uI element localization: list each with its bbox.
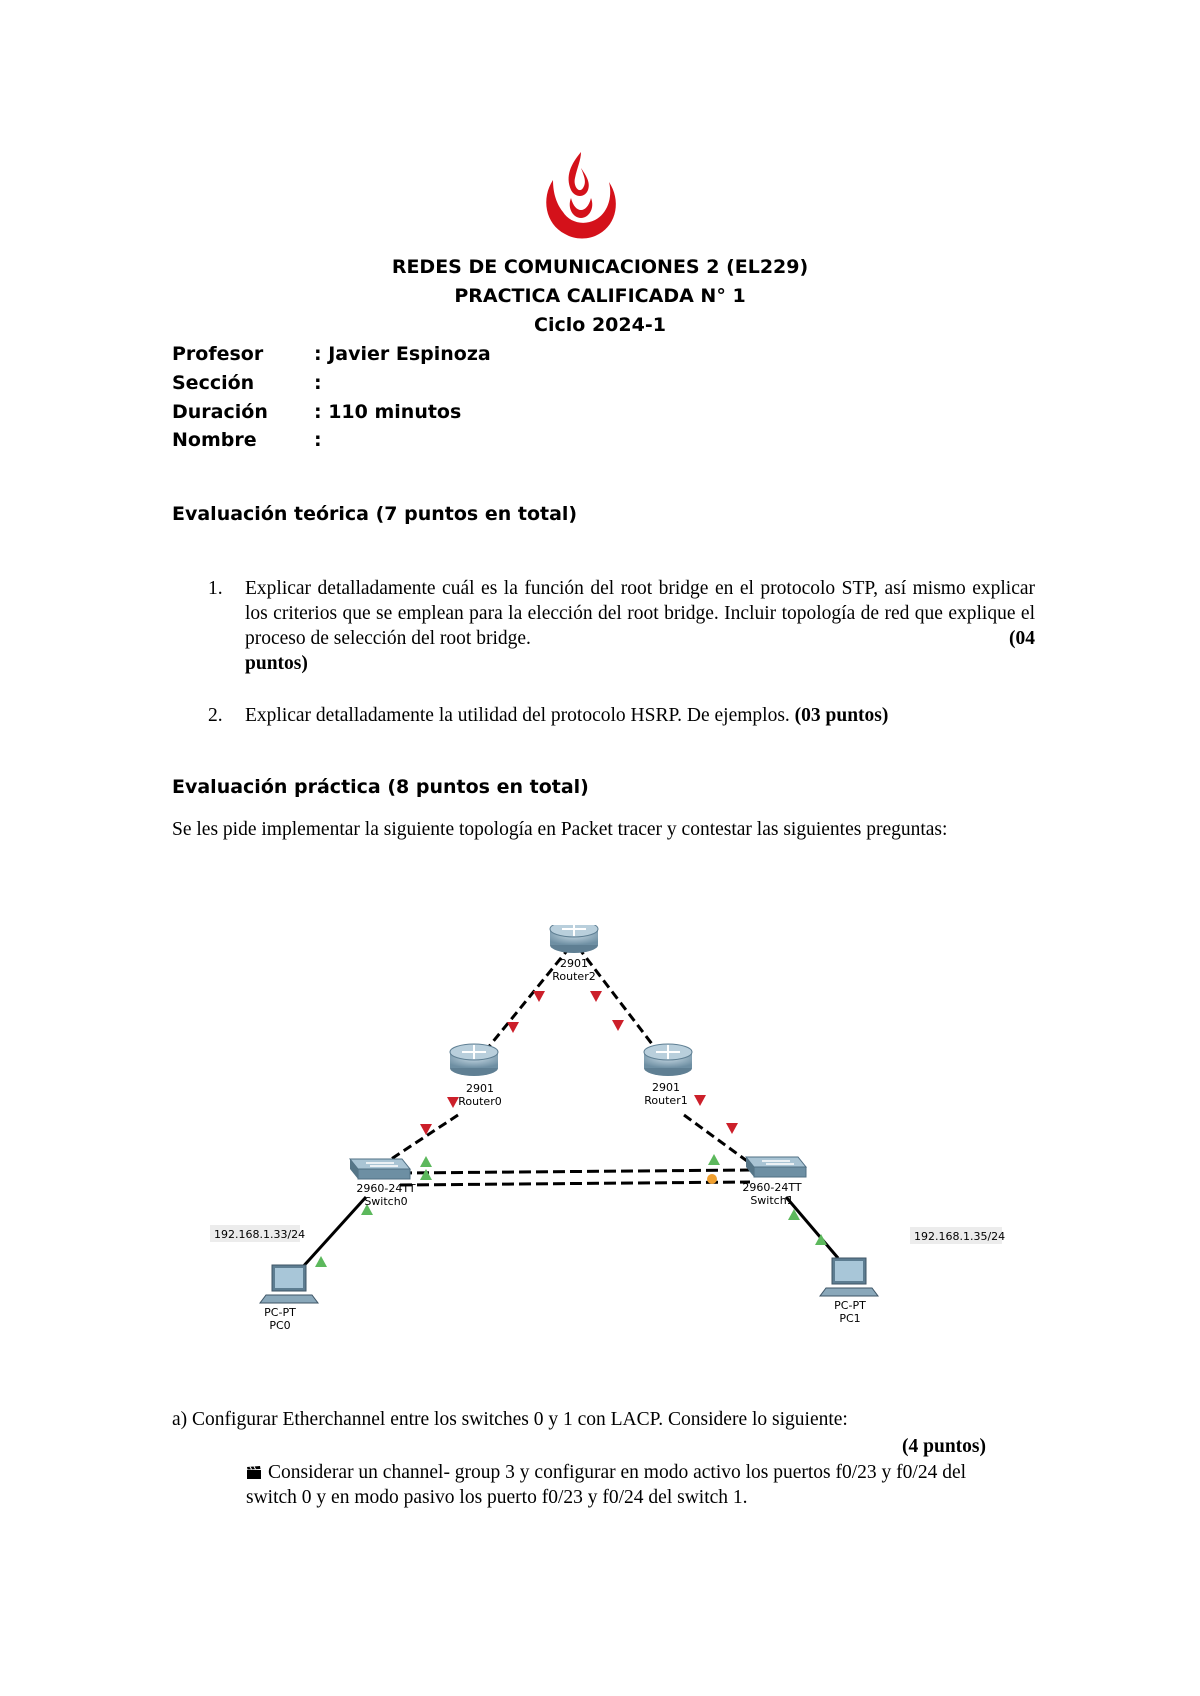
question-2-number: 2.: [208, 705, 223, 726]
router2-name-label: Router2: [552, 970, 596, 983]
question-2: [245, 703, 1035, 728]
router2-icon: [550, 925, 598, 953]
port-indicator-red: [507, 1022, 519, 1033]
switch1-model-label: 2960-24TT: [742, 1181, 802, 1194]
task-a-bullet: [246, 1460, 986, 1510]
link-switch0-switch1-a: [400, 1170, 750, 1173]
cycle-label: Ciclo 2024-1: [534, 314, 666, 336]
task-a-text: a) Configurar Etherchannel entre los switches 0 y 1 con LACP. Considere lo siguiente:: [172, 1409, 848, 1430]
switch0-icon: [350, 1159, 410, 1179]
question-2-points: (03 puntos): [794, 705, 889, 726]
info-value-duracion: : 110 minutos: [314, 401, 462, 423]
switch0-name-label: Switch0: [364, 1195, 408, 1208]
exam-title: PRACTICA CALIFICADA N° 1: [454, 285, 746, 307]
practice-title: Evaluación práctica (8 puntos en total): [172, 776, 589, 798]
info-value-profesor: : Javier Espinoza: [314, 343, 491, 365]
pc1-ip-label: 192.168.1.35/24: [914, 1230, 1006, 1243]
link-switch0-switch1-b: [400, 1182, 750, 1185]
course-title: REDES DE COMUNICACIONES 2 (EL229): [391, 256, 809, 278]
pc0-model-label: PC-PT: [264, 1306, 296, 1319]
task-a-points-wrap: [700, 1434, 986, 1459]
clapperboard-icon: [246, 1461, 262, 1474]
theory-title: Evaluación teórica (7 puntos en total): [172, 503, 578, 525]
pc0-name-label: PC0: [269, 1319, 291, 1332]
port-indicator-red: [694, 1095, 706, 1106]
link-switch1-pc1: [786, 1197, 838, 1258]
switch1-name-label: Switch1: [750, 1194, 794, 1207]
upc-logo: [541, 150, 621, 245]
practice-intro: Se les pide implementar la siguiente topología en Packet tracer y contestar las siguientes preguntas:: [172, 819, 948, 840]
port-indicator-green: [815, 1234, 827, 1245]
info-value-nombre: :: [314, 429, 322, 451]
pc1-name-label: PC1: [839, 1312, 861, 1325]
port-indicator-green: [708, 1154, 720, 1165]
question-1: [245, 576, 1035, 676]
router0-name-label: Router0: [458, 1095, 502, 1108]
switch0-model-label: 2960-24TT: [356, 1182, 416, 1195]
pc0-icon: [260, 1265, 318, 1303]
pc1-model-label: PC-PT: [834, 1299, 866, 1312]
port-indicator-red: [612, 1020, 624, 1031]
info-label-duracion: Duración: [172, 401, 268, 423]
router2-model-label: 2901: [560, 957, 588, 970]
port-indicator-orange: [707, 1174, 717, 1184]
info-label-nombre: Nombre: [172, 429, 257, 451]
pc1-icon: [820, 1258, 878, 1296]
network-topology-diagram: [190, 925, 1020, 1350]
question-1-number: 1.: [208, 578, 223, 599]
info-value-seccion: :: [314, 372, 322, 394]
question-2-text: Explicar detalladamente la utilidad del protocolo HSRP. De ejemplos.: [245, 705, 790, 726]
link-switch0-pc0: [300, 1197, 366, 1270]
port-indicator-red: [726, 1123, 738, 1134]
router1-model-label: 2901: [652, 1081, 680, 1094]
task-a-bullet-text: Considerar un channel- group 3 y configurar en modo activo los puertos f0/23 y f0/24 del switch 0 y en modo pasivo los puerto f0/23 y f0/24 del switch 1.: [246, 1462, 967, 1508]
port-indicator-green: [420, 1169, 432, 1180]
switch1-icon: [746, 1157, 806, 1177]
router0-icon: [450, 1044, 498, 1076]
question-1-text: Explicar detalladamente cuál es la función del root bridge en el protocolo STP, así mismo explicar los criterios que se emplean para la elección del root bridge. Incluir topología de red que explique el proceso de selección del root bridge.: [245, 578, 1035, 649]
router1-icon: [644, 1044, 692, 1076]
question-1-points-b: puntos): [245, 653, 308, 674]
question-1-points-a: (04: [1009, 628, 1035, 649]
port-indicator-red: [533, 991, 545, 1002]
info-label-profesor: Profesor: [172, 343, 264, 365]
port-indicator-green: [315, 1256, 327, 1267]
router0-model-label: 2901: [466, 1082, 494, 1095]
port-indicator-red: [590, 991, 602, 1002]
port-indicator-red: [447, 1097, 459, 1108]
pc0-ip-label: 192.168.1.33/24: [214, 1228, 306, 1241]
port-indicator-green: [420, 1156, 432, 1167]
info-label-seccion: Sección: [172, 372, 255, 394]
router1-name-label: Router1: [644, 1094, 688, 1107]
task-a-points: (4 puntos): [902, 1436, 986, 1457]
